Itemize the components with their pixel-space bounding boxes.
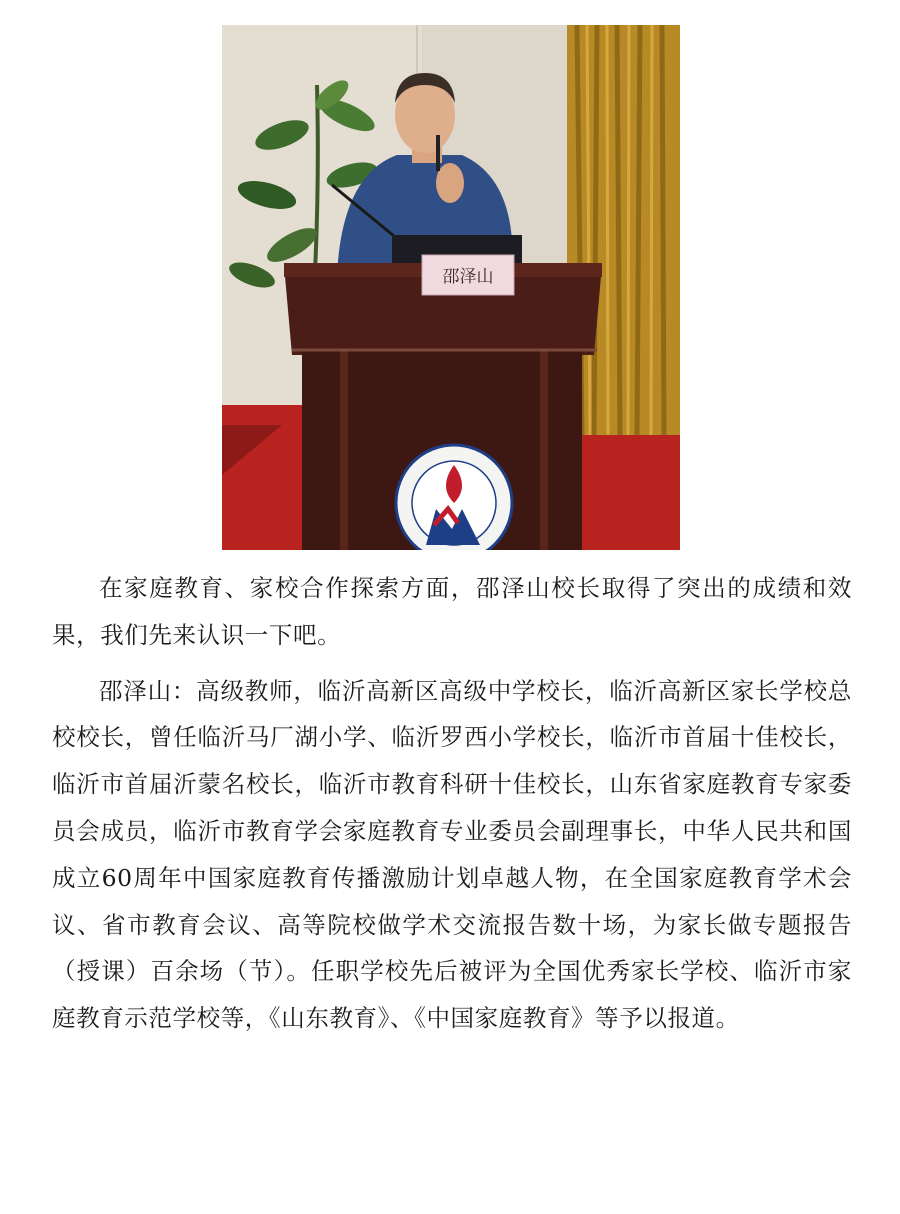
paragraph-intro: 在家庭教育、家校合作探索方面，邵泽山校长取得了突出的成绩和效果，我们先来认识一下吧。 [52,574,852,649]
nameplate [422,255,514,295]
photo-illustration [222,25,680,550]
article-body [52,565,852,1042]
gold-curtain [567,25,680,435]
paragraph-biography: 邵泽山：高级教师，临沂高新区高级中学校长，临沂高新区家长学校总校校长，曾任临沂马厂湖小学、临沂罗西小学校长，临沂市首届十佳校长，临沂市首届沂蒙名校长，临沂市教育科研十佳校长，山东省家庭教育专家委员会成员，临沂市教育学会家庭教育专业委员会副理事长，中华人民共和国成立60周年中国家庭教育传播激励计划卓越人物，在全国家庭教育学术会议、省市教育会议、高等院校做学术交流报告数十场，为家长做专题报告（授课）百余场（节）。任职学校先后被评为全国优秀家长学校、临沂市家庭教育示范学校等，《山东教育》、《中国家庭教育》等予以报道。 [52,676,852,1033]
nameplate-text: 邵泽山 [442,267,494,287]
speaker-photo [222,25,680,550]
